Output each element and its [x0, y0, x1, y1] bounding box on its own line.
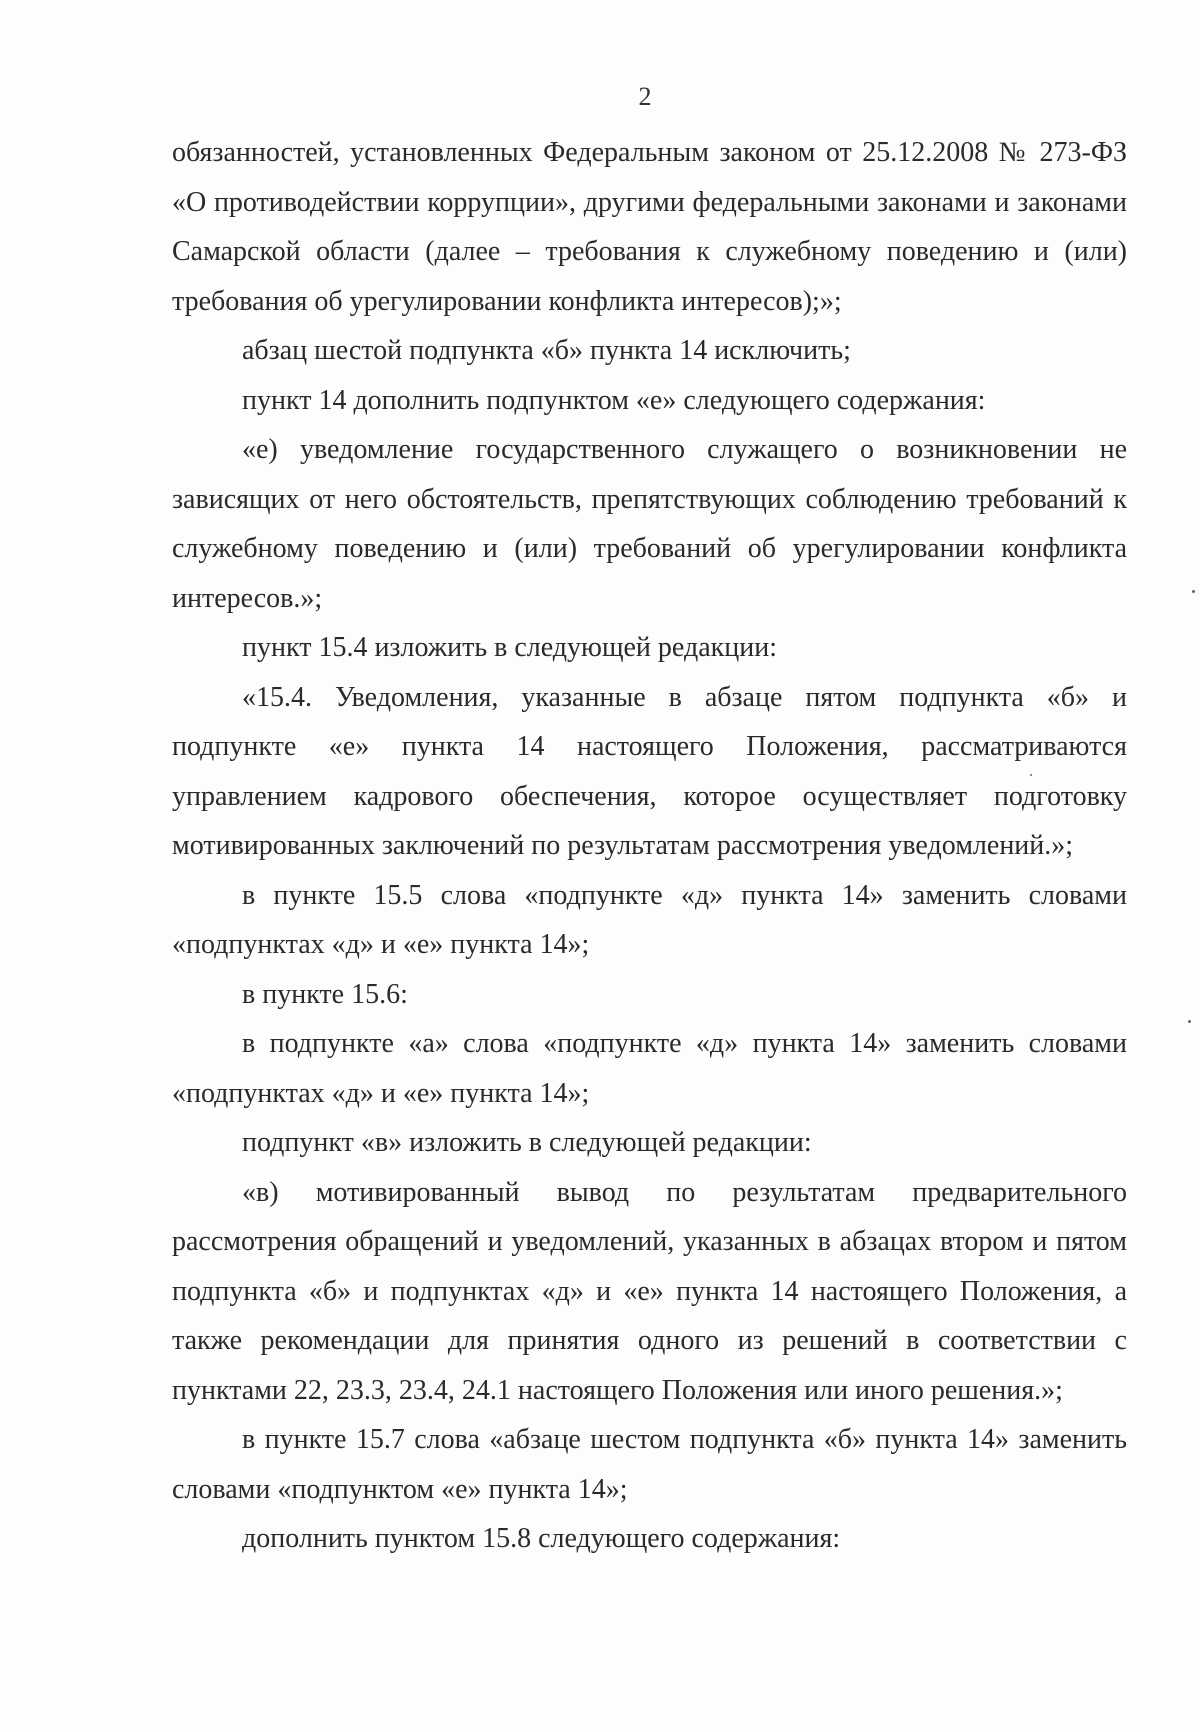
paragraph: пункт 15.4 изложить в следующей редакции:	[242, 632, 777, 663]
paragraph: «е) уведомление государственного служащего о возникновении не зависящих от него обстоятельств, препятствующих соблюдению требований к служебному поведению и (или) требований об урегулировании конфликта интересов.»;	[172, 434, 1127, 614]
scan-speck	[1192, 590, 1195, 593]
scan-speck	[1030, 774, 1032, 776]
scan-speck	[1188, 1020, 1191, 1023]
paragraph: абзац шестой подпункта «б» пункта 14 исключить;	[242, 335, 851, 366]
paragraph: в пункте 15.7 слова «абзаце шестом подпункта «б» пункта 14» заменить словами «подпунктом «е» пункта 14»;	[172, 1424, 1127, 1505]
paragraph: «в) мотивированный вывод по результатам предварительного рассмотрения обращений и уведомлений, указанных в абзацах втором и пятом подпункта «б» и подпунктах «д» и «е» пункта 14 настоящего Положения, а также рекомендации для принятия одного из решений в соответствии с пунктами 22, 23.3, 23.4, 24.1 настоящего Положения или иного решения.»;	[172, 1176, 1127, 1406]
paragraph: подпункт «в» изложить в следующей редакции:	[242, 1127, 812, 1158]
paragraph: «15.4. Уведомления, указанные в абзаце пятом подпункта «б» и подпункте «е» пункта 14 настоящего Положения, рассматриваются управлением кадрового обеспечения, которое осуществляет подготовку мотивированных заключений по результатам рассмотрения уведомлений.»;	[172, 681, 1127, 861]
paragraph: пункт 14 дополнить подпунктом «е» следующего содержания:	[242, 384, 986, 416]
paragraph: в подпункте «а» слова «подпункте «д» пункта 14» заменить словами «подпунктах «д» и «е» пункта 14»;	[172, 1028, 1127, 1109]
paragraph: в пункте 15.5 слова «подпункте «д» пункта 14» заменить словами «подпунктах «д» и «е» пункта 14»;	[172, 879, 1127, 960]
page-number: 2	[638, 82, 652, 111]
document-body	[172, 128, 1127, 1564]
paragraph: обязанностей, установленных Федеральным законом от 25.12.2008 № 273-ФЗ «О противодействии коррупции», другими федеральными законами и законами Самарской области (далее – требования к служебному поведению и (или) требования об урегулировании конфликта интересов);»;	[172, 137, 1127, 317]
paragraph: в пункте 15.6:	[242, 978, 408, 1010]
paragraph: дополнить пунктом 15.8 следующего содержания:	[242, 1523, 841, 1554]
